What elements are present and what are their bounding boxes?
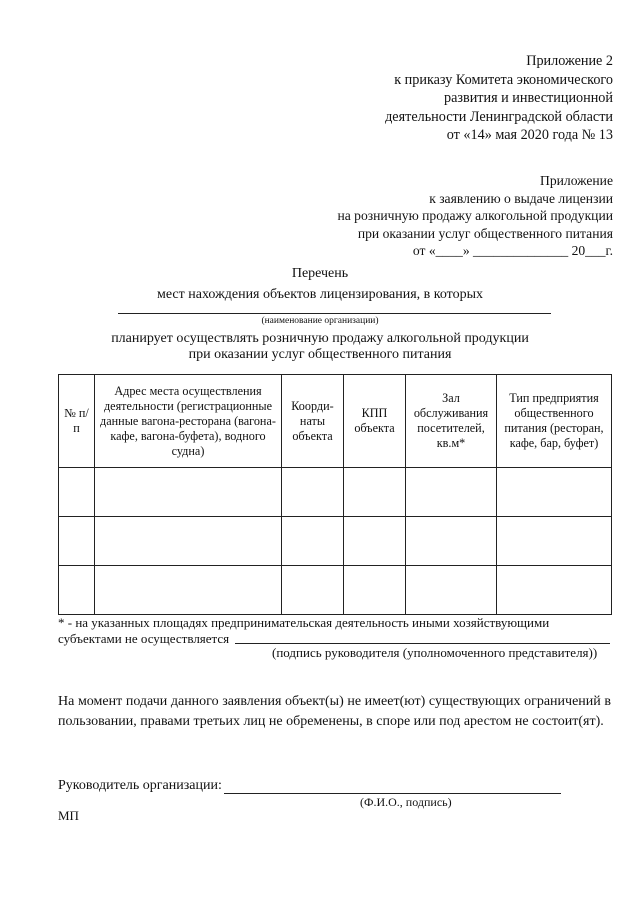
table-cell[interactable] xyxy=(282,517,344,566)
column-header-hall-area: Зал обслуживания посетителей, кв.м* xyxy=(406,375,497,468)
table-cell[interactable] xyxy=(282,468,344,517)
table-cell[interactable] xyxy=(344,517,406,566)
organization-name-line xyxy=(118,313,551,314)
table-cell[interactable] xyxy=(95,468,282,517)
column-header-coordinates: Коорди-наты объекта xyxy=(282,375,344,468)
table-cell[interactable] xyxy=(497,566,612,615)
table-cell[interactable] xyxy=(59,566,95,615)
order-annex-line: Приложение 2 xyxy=(526,53,613,69)
application-annex-line: при оказании услуг общественного питания xyxy=(357,225,613,241)
footnote-text-line2: субъектами не осуществляется xyxy=(58,631,230,646)
table-row xyxy=(59,566,612,615)
footnote-signature-caption: (подпись руководителя (уполномоченного представителя)) xyxy=(272,645,598,660)
application-annex-line: Приложение xyxy=(540,173,613,188)
licensing-objects-table xyxy=(58,374,612,615)
order-annex-header xyxy=(385,52,613,145)
footnote-signature-line[interactable] xyxy=(235,643,610,644)
column-header-number: № п/п xyxy=(59,375,95,468)
table-cell[interactable] xyxy=(344,566,406,615)
application-annex-line: к заявлению о выдаче лицензии xyxy=(429,190,613,206)
table-cell[interactable] xyxy=(406,566,497,615)
table-cell[interactable] xyxy=(282,566,344,615)
table-header-row xyxy=(59,375,612,468)
head-signature-line[interactable] xyxy=(224,793,561,794)
order-annex-line: деятельности Ленинградской области xyxy=(385,108,613,125)
table-cell[interactable] xyxy=(59,517,95,566)
application-annex-header xyxy=(337,172,613,260)
order-annex-line: от «14» мая 2020 года № 13 xyxy=(446,127,613,143)
head-of-organization-label: Руководитель организации: xyxy=(58,778,222,793)
application-annex-line: от «____» ______________ 20___г. xyxy=(412,243,613,258)
table-row xyxy=(59,517,612,566)
document-subtitle-line3: планирует осуществлять розничную продажу алкогольной продукции xyxy=(111,331,529,346)
table-cell[interactable] xyxy=(497,468,612,517)
stamp-place-label: МП xyxy=(58,808,79,823)
table-cell[interactable] xyxy=(406,517,497,566)
table-cell[interactable] xyxy=(406,468,497,517)
column-header-enterprise-type: Тип предприятия общественного питания (ресторан, кафе, бар, буфет) xyxy=(497,375,612,468)
table-cell[interactable] xyxy=(497,517,612,566)
table-cell[interactable] xyxy=(344,468,406,517)
organization-name-caption: (наименование организации) xyxy=(261,316,379,326)
table-cell[interactable] xyxy=(59,468,95,517)
document-subtitle-line4: при оказании услуг общественного питания xyxy=(188,347,452,362)
table-cell[interactable] xyxy=(95,517,282,566)
footnote-text: * - на указанных площадях предпринимательская деятельность иными хозяйствующими xyxy=(58,615,550,630)
order-annex-line: к приказу Комитета экономического xyxy=(394,71,613,88)
table-row xyxy=(59,468,612,517)
table-cell[interactable] xyxy=(95,566,282,615)
statement-paragraph: На момент подачи данного заявления объект(ы) не имеет(ют) существующих ограничений в пользовании, правами третьих лиц не обременены, в споре или под арестом не состоит(ят). xyxy=(58,694,611,729)
order-annex-line: развития и инвестиционной xyxy=(444,90,613,106)
document-title: Перечень xyxy=(291,266,349,281)
column-header-address: Адрес места осуществления деятельности (регистрационные данные вагона-ресторана (вагона-кафе, вагона-буфета), водного судна) xyxy=(95,375,282,468)
application-annex-line: на розничную продажу алкогольной продукции xyxy=(337,208,613,223)
document-subtitle: мест нахождения объектов лицензирования, в которых xyxy=(156,287,484,302)
fio-signature-caption: (Ф.И.О., подпись) xyxy=(360,795,452,809)
column-header-kpp: КПП объекта xyxy=(344,375,406,468)
